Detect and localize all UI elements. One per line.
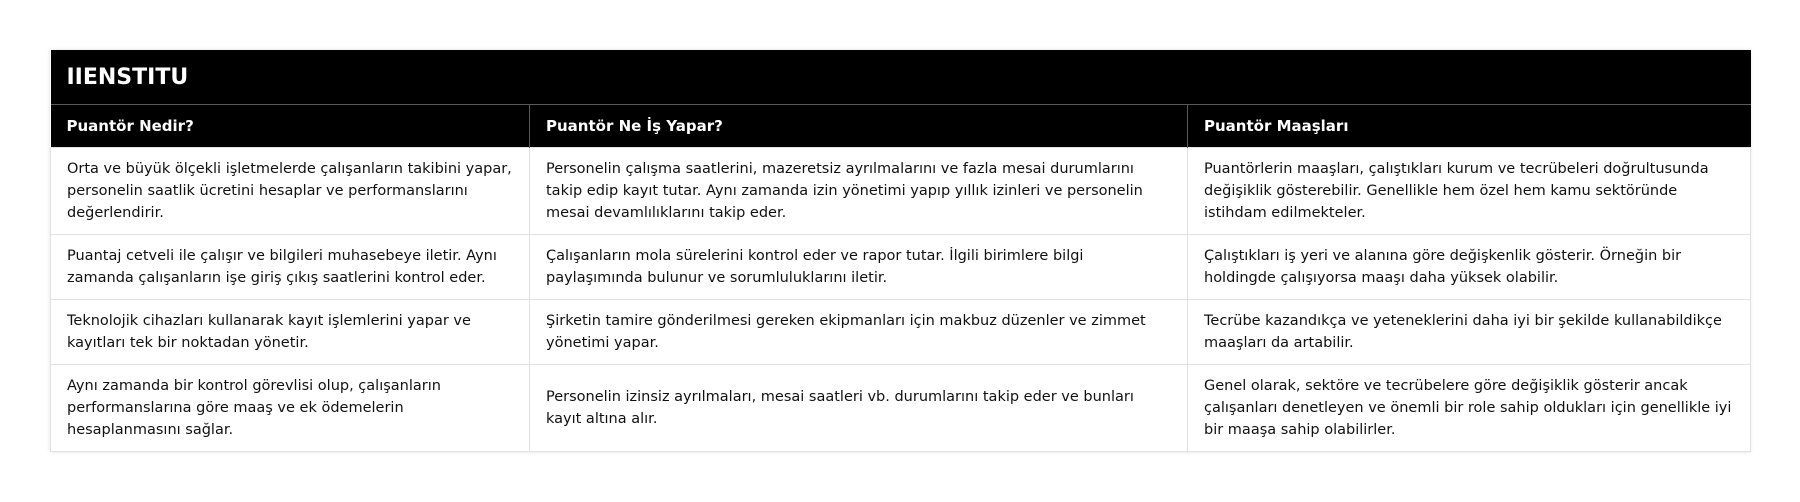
table-cell: Personelin izinsiz ayrılmaları, mesai saatleri vb. durumlarını takip eder ve bunları kayıt altına alır. <box>530 365 1188 452</box>
table-cell: Puantörlerin maaşları, çalıştıkları kurum ve tecrübeleri doğrultusunda değişiklik gösterebilir. Genellikle hem özel hem kamu sektöründe istihdam edilmekteler. <box>1188 148 1751 235</box>
table-cell: Şirketin tamire gönderilmesi gereken ekipmanları için makbuz düzenler ve zimmet yönetimi yapar. <box>530 300 1188 365</box>
column-header: Puantör Maaşları <box>1188 105 1751 148</box>
brand-row <box>51 50 1751 105</box>
column-header: Puantör Ne İş Yapar? <box>530 105 1188 148</box>
table-cell: Tecrübe kazandıkça ve yeteneklerini daha iyi bir şekilde kullanabildikçe maaşları da artabilir. <box>1188 300 1751 365</box>
brand-title: IIENSTITU <box>51 50 1751 105</box>
table-cell: Genel olarak, sektöre ve tecrübelere göre değişiklik gösterir ancak çalışanları denetleyen ve önemli bir role sahip oldukları için genellikle iyi bir maaşa sahip olabilirler. <box>1188 365 1751 452</box>
info-table-card <box>50 50 1750 452</box>
table-cell: Aynı zamanda bir kontrol görevlisi olup, çalışanların performanslarına göre maaş ve ek ödemelerin hesaplanmasını sağlar. <box>51 365 530 452</box>
table-cell: Çalıştıkları iş yeri ve alanına göre değişkenlik gösterir. Örneğin bir holdingde çalışıyorsa maaşı daha yüksek olabilir. <box>1188 235 1751 300</box>
table-row <box>51 148 1751 235</box>
table-cell: Puantaj cetveli ile çalışır ve bilgileri muhasebeye iletir. Aynı zamanda çalışanların işe giriş çıkış saatlerini kontrol eder. <box>51 235 530 300</box>
table-cell: Çalışanların mola sürelerini kontrol eder ve rapor tutar. İlgili birimlere bilgi paylaşımında bulunur ve sorumluluklarını iletir. <box>530 235 1188 300</box>
table-cell: Personelin çalışma saatlerini, mazeretsiz ayrılmalarını ve fazla mesai durumlarını takip edip kayıt tutar. Aynı zamanda izin yönetimi yapıp yıllık izinleri ve personelin mesai devamlılıklarını takip eder. <box>530 148 1188 235</box>
table-row <box>51 365 1751 452</box>
table-cell: Teknolojik cihazları kullanarak kayıt işlemlerini yapar ve kayıtları tek bir noktadan yönetir. <box>51 300 530 365</box>
column-header: Puantör Nedir? <box>51 105 530 148</box>
table-row <box>51 300 1751 365</box>
table-cell: Orta ve büyük ölçekli işletmelerde çalışanların takibini yapar, personelin saatlik ücretini hesaplar ve performanslarını değerlendirir. <box>51 148 530 235</box>
info-table <box>50 50 1751 452</box>
table-row <box>51 235 1751 300</box>
header-row <box>51 105 1751 148</box>
